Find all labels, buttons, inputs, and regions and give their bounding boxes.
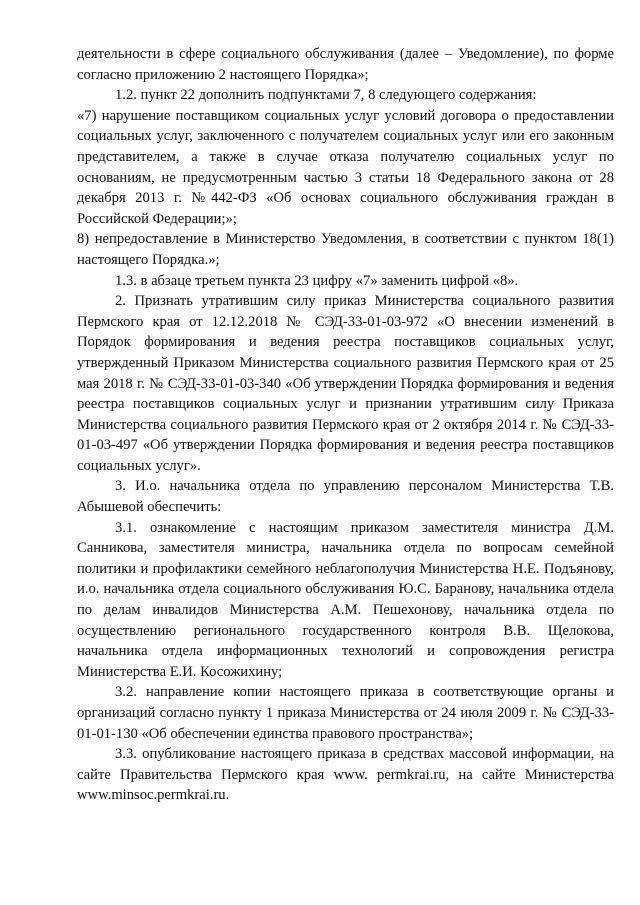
paragraph-subpoint-8: 8) непредоставление в Министерство Уведомления, в соответствии с пунктом 18(1) настоящего Порядка.»; bbox=[77, 231, 614, 268]
paragraph-3-3: 3.3. опубликование настоящего приказа в средствах массовой информации, на сайте Правительства Пермского края www. permkrai.ru, на сайте Министерства www.minsoc.permkrai.ru. bbox=[77, 746, 614, 804]
paragraph-3: 3. И.о. начальника отдела по управлению персоналом Министерства Т.В. Абышевой обеспечить: bbox=[77, 478, 614, 516]
document-body bbox=[77, 44, 614, 806]
paragraph-2: 2. Признать утратившим силу приказ Министерства социального развития Пермского края от 12.12.2018 № СЭД-33-01-03-972 «О внесении изменений в Порядок формирования и ведения реестра поставщиков социальных услуг, утвержденный Приказом Министерства социального развития Пермского края от 25 мая 2018 г. № СЭД-33-01-03-340 «Об утверждении Порядка формирования и ведения реестра поставщиков социальных услуг и признании утратившим силу Приказа Министерства социального развития Пермского края от 2 октября 2014 г. № СЭД-33-01-03-497 «Об утверждении Порядка формирования и ведения реестра поставщиков социальных услуг». bbox=[77, 293, 614, 474]
paragraph-3-2: 3.2. направление копии настоящего приказа в соответствующие органы и организаций согласно пункту 1 приказа Министерства от 24 июля 2009 г. № СЭД-33-01-01-130 «Об обеспечении единства правового пространства»; bbox=[77, 684, 614, 742]
paragraph-3-1: 3.1. ознакомление с настоящим приказом заместителя министра Д.М. Санникова, заместителя министра, начальника отдела по вопросам семейной политики и профилактики семейного неблагополучия Министерства Н.Е. Подъянову, и.о. начальника отдела социального обслуживания Ю.С. Баранову, начальника отдела по делам инвалидов Министерства А.М. Пешехонову, начальника отдела по осуществлению регионального государственного контроля В.В. Щелокова, начальника отдела информационных технологий и сопровождения регистра Министерства Е.И. Косожихину; bbox=[77, 519, 614, 680]
paragraph-1-2: 1.2. пункт 22 дополнить подпунктами 7, 8 следующего содержания: bbox=[115, 87, 537, 104]
paragraph-continuation: деятельности в сфере социального обслуживания (далее – Уведомление), по форме согласно приложению 2 настоящего Порядка»; bbox=[77, 46, 614, 83]
paragraph-subpoint-7: «7) нарушение поставщиком социальных услуг условий договора о предоставлении социальных услуг, заключенного с получателем социальных услуг или его законным представителем, а также в случае отказа получателю социальных услуг по основаниям, не предусмотренным частью 3 статьи 18 Федерального закона от 28 декабря 2013 г. №442-ФЗ «Об основах социального обслуживания граждан в Российской Федерации;»; bbox=[77, 107, 614, 227]
paragraph-1-3: 1.3. в абзаце третьем пункта 23 цифру «7» заменить цифрой «8». bbox=[115, 272, 519, 289]
